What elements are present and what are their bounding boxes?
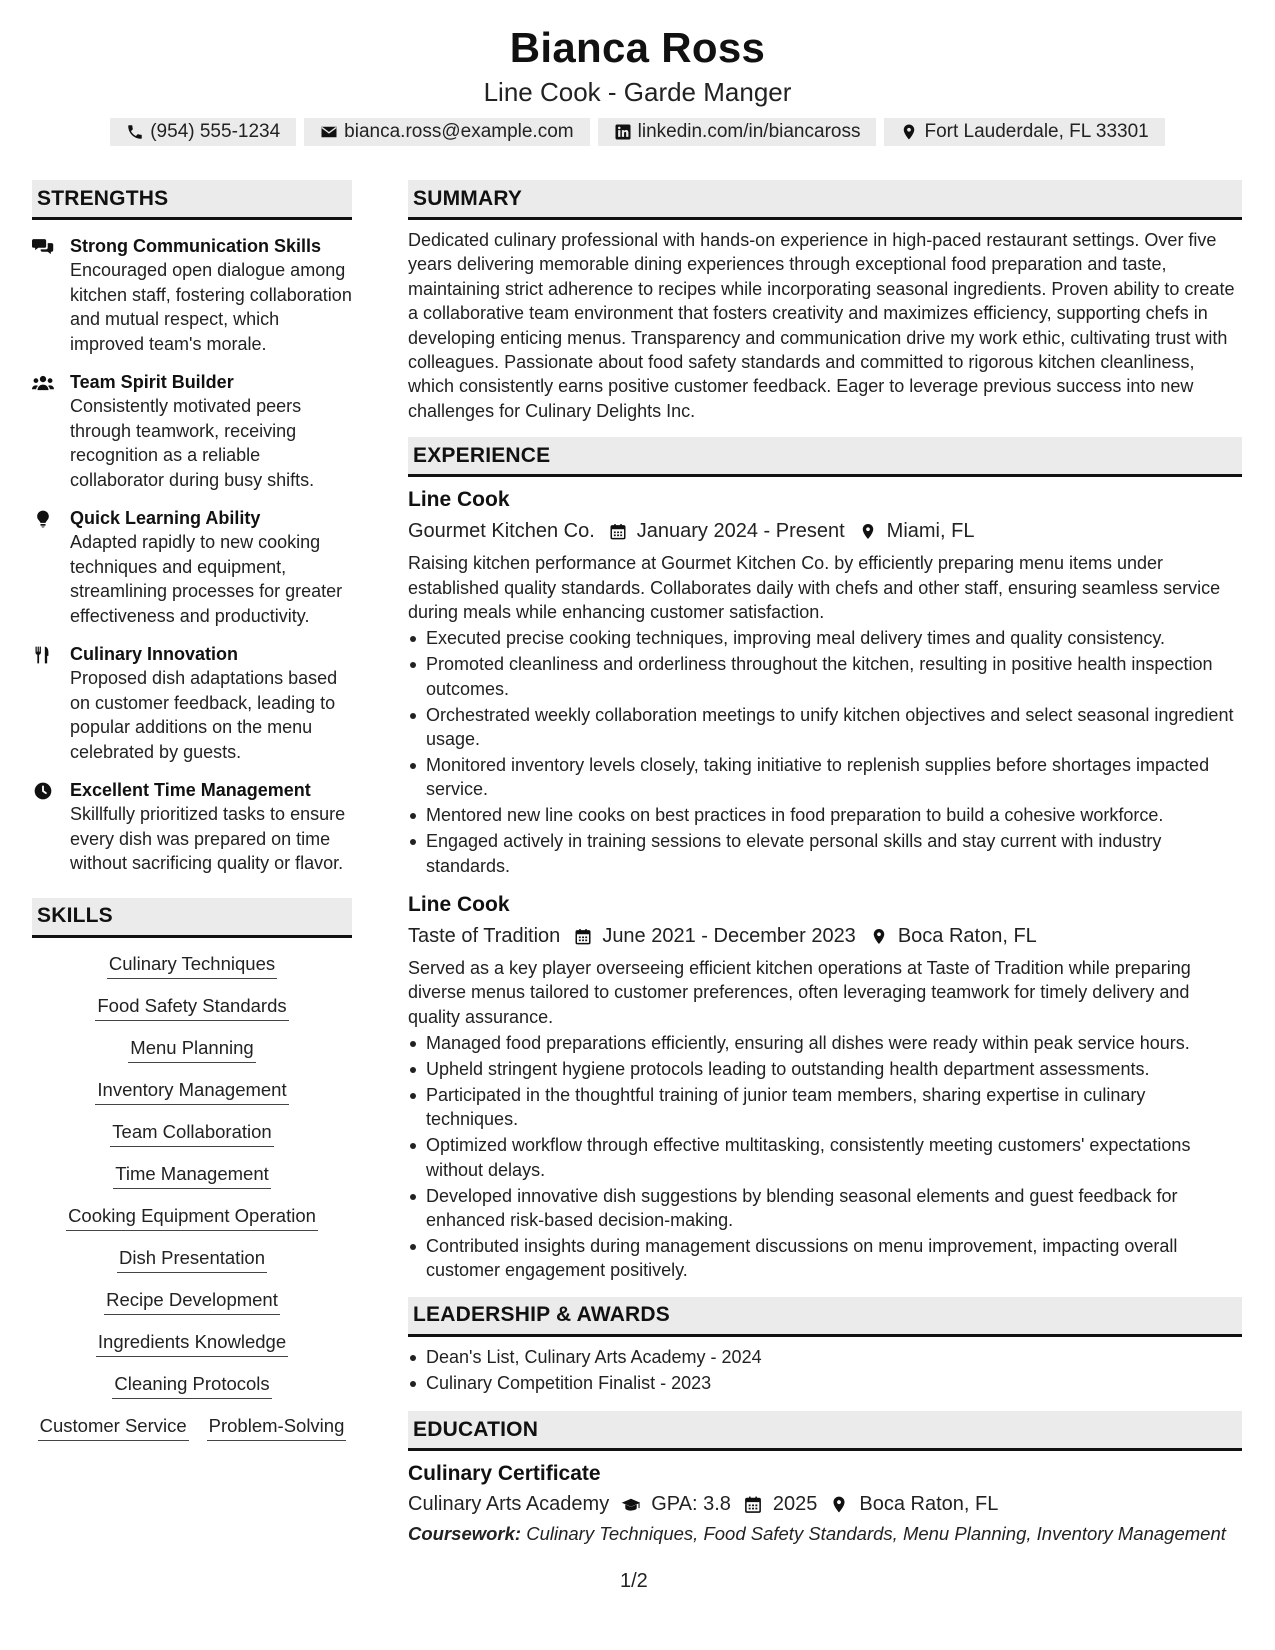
strength-desc: Skillfully prioritized tasks to ensure every dish was prepared on time without sacrificing quality or flavor. — [70, 804, 346, 873]
strength-title: Team Spirit Builder — [70, 372, 234, 392]
job-bullet: Promoted cleanliness and orderliness throughout the kitchen, resulting in positive health inspection outcomes. — [408, 652, 1242, 701]
awards-heading: LEADERSHIP & AWARDS — [408, 1297, 1242, 1337]
strength-desc: Encouraged open dialogue among kitchen staff, fostering collaboration and mutual respect, which improved team's morale. — [70, 260, 352, 354]
job-company: Taste of Tradition — [408, 925, 561, 948]
linkedin-text: linkedin.com/in/biancaross — [637, 121, 861, 142]
users-icon — [32, 373, 54, 393]
contact-phone — [110, 118, 296, 146]
skill-tag: Culinary Techniques — [107, 952, 277, 979]
candidate-name: Bianca Ross — [509, 24, 766, 71]
job-bullet: Upheld stringent hygiene protocols leading to outstanding health department assessments. — [408, 1057, 1242, 1081]
phone-text: (954) 555-1234 — [150, 121, 281, 142]
coursework-text: Culinary Techniques, Food Safety Standards, Menu Planning, Inventory Management — [526, 1523, 1226, 1545]
education-coursework — [408, 1522, 1242, 1546]
candidate-title: Line Cook - Garde Manger — [483, 77, 792, 107]
job-description: Served as a key player overseeing efficient kitchen operations at Taste of Tradition while preparing diverse menus tailored to customer preferences, often leveraging teamwork for timely delivery and quality assurance. — [408, 958, 1191, 1027]
map-pin-icon — [829, 1495, 849, 1514]
graduation-cap-icon — [621, 1495, 641, 1514]
coursework-label: Coursework: — [408, 1523, 522, 1545]
strength-desc: Consistently motivated peers through teamwork, receiving recognition as a reliable collaborator during busy shifts. — [70, 396, 315, 490]
location-text: Fort Lauderdale, FL 33301 — [924, 121, 1149, 142]
job-entry — [408, 890, 1242, 1283]
strength-item — [32, 778, 352, 876]
education-location: Boca Raton, FL — [859, 1493, 999, 1516]
strength-title: Excellent Time Management — [70, 780, 311, 800]
right-column — [408, 180, 1242, 1547]
experience-heading: EXPERIENCE — [408, 437, 1242, 477]
job-bullet: Optimized workflow through effective multitasking, consistently meeting customers' expectations without delays. — [408, 1133, 1242, 1182]
skill-tag: Inventory Management — [95, 1078, 288, 1105]
contact-email[interactable] — [304, 118, 589, 146]
job-dates: January 2024 - Present — [636, 520, 845, 543]
summary-heading: SUMMARY — [408, 180, 1242, 220]
job-company: Gourmet Kitchen Co. — [408, 520, 595, 543]
skill-tag: Customer Service — [38, 1414, 189, 1441]
skill-tag: Cleaning Protocols — [112, 1372, 271, 1399]
award-item: Dean's List, Culinary Arts Academy - 2024 — [408, 1345, 1242, 1369]
job-bullet: Managed food preparations efficiently, ensuring all dishes were ready within peak service hours. — [408, 1031, 1242, 1055]
job-bullet: Mentored new line cooks on best practices in food preparation to build a cohesive workforce. — [408, 803, 1242, 827]
skills-list — [32, 952, 352, 1441]
job-bullet: Contributed insights during management discussions on menu improvement, impacting overall customer engagement positively. — [408, 1234, 1242, 1283]
education-year: 2025 — [772, 1493, 818, 1516]
skill-tag: Team Collaboration — [110, 1120, 273, 1147]
left-column — [32, 180, 352, 1441]
job-bullet: Executed precise cooking techniques, improving meal delivery times and quality consistency. — [408, 626, 1242, 650]
job-entry — [408, 485, 1242, 878]
skills-heading: SKILLS — [32, 898, 352, 938]
skill-tag: Recipe Development — [104, 1288, 280, 1315]
job-description: Raising kitchen performance at Gourmet Kitchen Co. by efficiently preparing menu items under established quality standards. Collaborates daily with chefs and other staff, ensuring seamless service during meals while enhancing customer satisfaction. — [408, 553, 1221, 623]
phone-icon — [126, 123, 144, 141]
skill-tag: Ingredients Knowledge — [96, 1330, 288, 1357]
email-text: bianca.ross@example.com — [344, 121, 574, 142]
contact-location — [884, 118, 1164, 146]
strength-desc: Adapted rapidly to new cooking techniques and equipment, streamlining processes for greater effectiveness and productivity. — [70, 532, 343, 626]
skill-tag: Menu Planning — [128, 1036, 255, 1063]
lightbulb-icon — [32, 509, 54, 529]
map-pin-icon — [870, 927, 888, 946]
education-degree: Culinary Certificate — [408, 1462, 601, 1486]
job-location: Boca Raton, FL — [897, 925, 1037, 948]
education-school: Culinary Arts Academy — [408, 1493, 610, 1516]
education-gpa: GPA: 3.8 — [651, 1493, 731, 1516]
job-bullet: Participated in the thoughtful training of junior team members, sharing expertise in culinary techniques. — [408, 1083, 1242, 1132]
map-pin-icon — [859, 522, 877, 541]
job-meta — [408, 516, 1242, 546]
linkedin-icon — [614, 123, 632, 141]
job-dates: June 2021 - December 2023 — [602, 925, 856, 948]
skill-tag: Cooking Equipment Operation — [66, 1204, 318, 1231]
strength-desc: Proposed dish adaptations based on customer feedback, leading to popular additions on the menu celebrated by guests. — [70, 668, 338, 762]
strength-item — [32, 370, 352, 492]
utensils-icon — [32, 645, 54, 665]
job-title: Line Cook — [408, 893, 510, 917]
job-bullet: Engaged actively in training sessions to elevate personal skills and stay current with industry standards. — [408, 829, 1242, 878]
job-bullet: Orchestrated weekly collaboration meetings to unify kitchen objectives and select seasonal ingredient usage. — [408, 703, 1242, 752]
job-bullet: Developed innovative dish suggestions by blending seasonal elements and guest feedback for enhanced risk-based decision-making. — [408, 1184, 1242, 1233]
award-item: Culinary Competition Finalist - 2023 — [408, 1371, 1242, 1395]
contact-bar — [0, 118, 1275, 146]
strength-item — [32, 234, 352, 356]
job-bullets — [408, 626, 1242, 878]
skill-tag: Dish Presentation — [117, 1246, 267, 1273]
job-title: Line Cook — [408, 488, 510, 512]
education-meta — [408, 1489, 1242, 1519]
strength-item — [32, 506, 352, 628]
calendar-icon — [743, 1495, 763, 1514]
calendar-icon — [574, 927, 592, 946]
map-pin-icon — [900, 123, 918, 141]
envelope-icon — [320, 123, 338, 141]
job-bullets — [408, 1031, 1242, 1283]
awards-list — [408, 1345, 1242, 1395]
strength-title: Quick Learning Ability — [70, 508, 261, 528]
clock-icon — [32, 781, 54, 801]
strength-item — [32, 642, 352, 764]
calendar-icon — [609, 522, 627, 541]
skill-tag: Problem-Solving — [207, 1414, 347, 1441]
strengths-heading: STRENGTHS — [32, 180, 352, 220]
page-number: 1/2 — [620, 1570, 648, 1592]
job-location: Miami, FL — [886, 520, 975, 543]
summary-text: Dedicated culinary professional with hands-on experience in high-paced restaurant settings. Over five years delivering memorable dining experiences through exceptional food preparation and taste, maintaining strict adherence to recipes while incorporating seasonal ingredients. Proven ability to create a collaborative team environment that fosters creativity and maximizes efficiency, supporting chefs in developing enticing menus. Transparency and communication drive my work ethic, cultivating trust with colleagues. Passionate about food safety standards and committed to rigorous kitchen cleanliness, which consistently earns positive customer feedback. Eager to leverage previous success into new challenges for Culinary Delights Inc. — [408, 230, 1235, 421]
job-bullet: Monitored inventory levels closely, taking initiative to replenish supplies before shortages impacted service. — [408, 753, 1242, 802]
skill-tag: Food Safety Standards — [95, 994, 288, 1021]
comments-icon — [32, 237, 54, 257]
strength-title: Culinary Innovation — [70, 644, 239, 664]
education-heading: EDUCATION — [408, 1411, 1242, 1451]
skill-tag: Time Management — [113, 1162, 271, 1189]
contact-linkedin[interactable] — [598, 118, 877, 146]
job-meta — [408, 921, 1242, 951]
strength-title: Strong Communication Skills — [70, 236, 322, 256]
resume-header — [0, 20, 1275, 146]
